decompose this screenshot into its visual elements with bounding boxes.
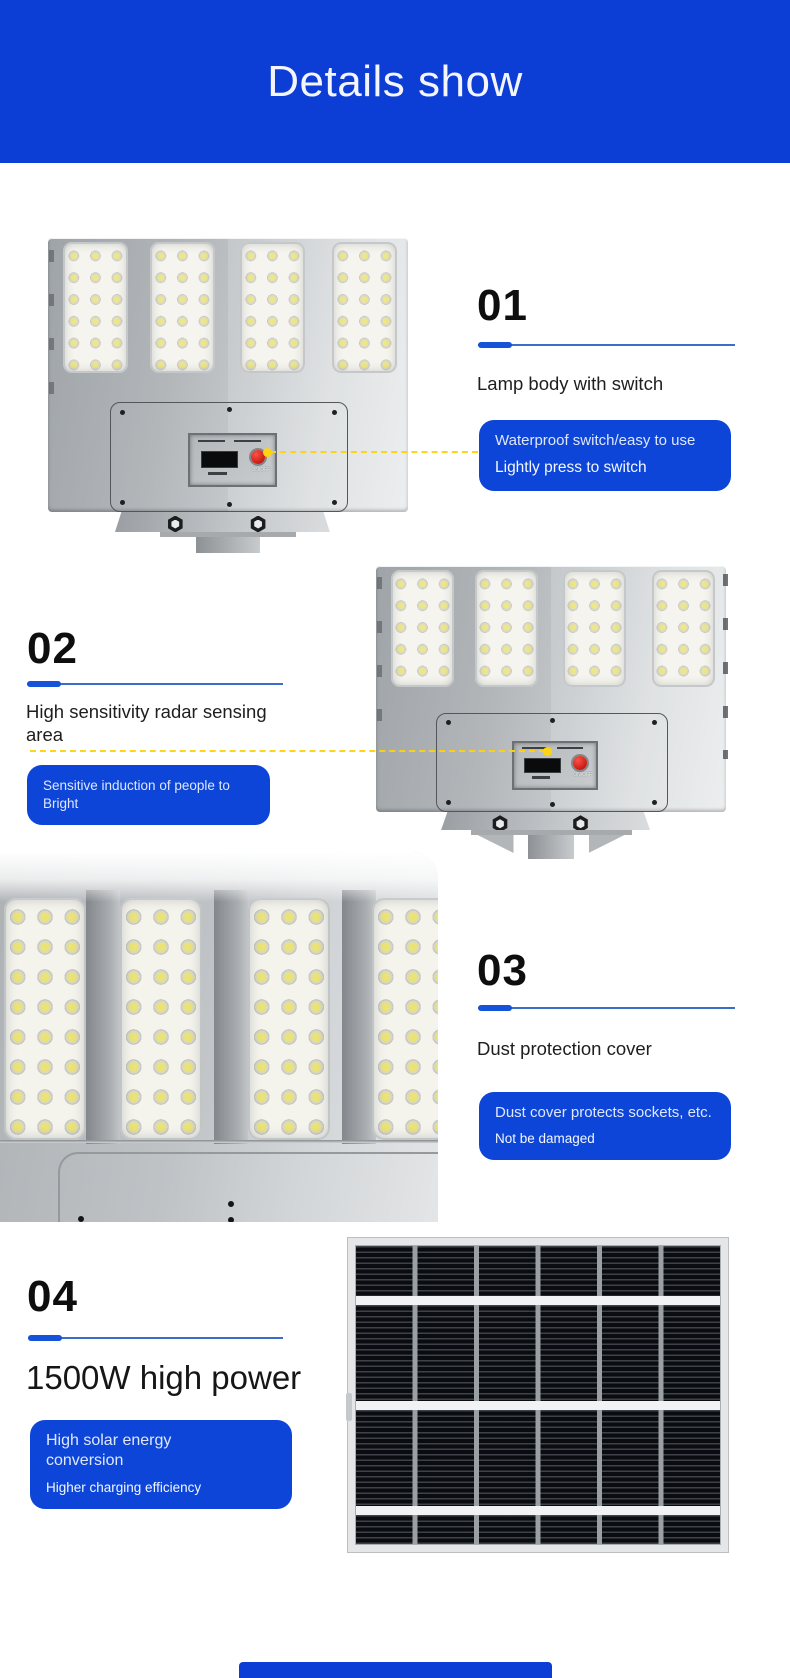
body-shading bbox=[86, 890, 120, 1144]
body-shading bbox=[214, 890, 248, 1144]
connector-line-2 bbox=[30, 750, 545, 752]
screw-icon bbox=[120, 410, 125, 415]
solar-cell-row bbox=[356, 1515, 720, 1544]
solar-cell-row bbox=[356, 1246, 720, 1296]
switch-panel bbox=[188, 433, 277, 487]
screw-icon bbox=[446, 800, 451, 805]
screw-icon bbox=[550, 718, 555, 723]
control-box bbox=[110, 402, 348, 512]
callout-line: Higher charging efficiency bbox=[46, 1480, 202, 1495]
led-panel bbox=[4, 898, 86, 1140]
vent-slots bbox=[377, 577, 382, 730]
connector-line-1 bbox=[270, 451, 478, 453]
section-title: Lamp body with switch bbox=[477, 373, 664, 394]
power-button bbox=[573, 756, 587, 770]
screw-icon bbox=[228, 1201, 234, 1207]
solar-cell-row bbox=[356, 1305, 720, 1401]
dust-cover-frame bbox=[58, 1152, 438, 1222]
panel-label-bar bbox=[532, 776, 550, 779]
panel-label-bar bbox=[234, 440, 261, 442]
solar-cell-row bbox=[356, 1410, 720, 1506]
pole-wing bbox=[589, 835, 625, 853]
solar-cell-grid bbox=[356, 1246, 720, 1544]
pole-wing bbox=[478, 835, 514, 853]
vent-slots bbox=[723, 574, 728, 759]
section-title: 1500W high power bbox=[26, 1359, 302, 1396]
screw-icon bbox=[227, 407, 232, 412]
section-number: 01 bbox=[477, 281, 528, 330]
page-title: Details show bbox=[267, 57, 523, 106]
led-panel bbox=[63, 242, 128, 373]
section-divider bbox=[478, 1005, 735, 1011]
screw-icon bbox=[332, 410, 337, 415]
solar-panel-image bbox=[348, 1238, 728, 1552]
led-closeup-image bbox=[0, 852, 438, 1222]
power-button-label: ON/OFF bbox=[251, 467, 271, 474]
led-panel bbox=[150, 242, 215, 373]
screw-icon bbox=[78, 1216, 84, 1222]
callout-box bbox=[30, 1420, 292, 1509]
next-section-banner-edge bbox=[239, 1662, 552, 1678]
section-divider bbox=[478, 342, 735, 348]
panel-label-bar bbox=[208, 472, 227, 475]
callout-line: High solar energy conversion bbox=[46, 1432, 172, 1469]
callout-box bbox=[479, 420, 731, 491]
panel-label-bar bbox=[198, 440, 225, 442]
callout-box bbox=[27, 765, 270, 825]
lamp-radar-view-image bbox=[376, 566, 726, 830]
led-panel bbox=[332, 242, 397, 373]
control-box bbox=[436, 713, 667, 812]
section-title: High sensitivity radar sensing area bbox=[26, 701, 267, 746]
image-fade bbox=[0, 852, 438, 902]
display-screen bbox=[524, 758, 561, 773]
section-number: 04 bbox=[27, 1272, 78, 1321]
screw-icon bbox=[652, 720, 657, 725]
body-edge-line bbox=[0, 1140, 438, 1143]
callout-line: Sensitive induction of people to Bright bbox=[43, 778, 230, 812]
led-panel bbox=[240, 242, 305, 373]
switch-panel bbox=[512, 741, 599, 789]
section-divider bbox=[27, 681, 283, 687]
screw-icon bbox=[652, 800, 657, 805]
header-banner bbox=[0, 0, 790, 163]
lamp-top-view-image bbox=[48, 238, 408, 532]
callout-box bbox=[479, 1092, 731, 1160]
body-shading bbox=[342, 890, 376, 1144]
screw-icon bbox=[120, 500, 125, 505]
vent-slots bbox=[49, 250, 54, 421]
callout-line: Not be damaged bbox=[495, 1131, 595, 1147]
section-number: 03 bbox=[477, 946, 528, 995]
callout-line: Dust cover protects sockets, etc. bbox=[495, 1104, 712, 1121]
section-number: 02 bbox=[27, 624, 78, 673]
mounting-bracket bbox=[441, 812, 650, 830]
led-panel bbox=[652, 570, 715, 687]
led-panel bbox=[248, 898, 330, 1140]
screw-icon bbox=[228, 1217, 234, 1222]
led-panel bbox=[475, 570, 538, 687]
pole-stub bbox=[196, 537, 261, 553]
screw-icon bbox=[550, 802, 555, 807]
section-title: Dust protection cover bbox=[477, 1038, 652, 1059]
screw-icon bbox=[227, 502, 232, 507]
led-panel bbox=[563, 570, 626, 687]
display-screen bbox=[201, 451, 239, 468]
connector-dot bbox=[543, 747, 552, 756]
callout-line: Lightly press to switch bbox=[495, 459, 647, 477]
frame-clip bbox=[346, 1393, 352, 1421]
screw-icon bbox=[446, 720, 451, 725]
led-panel bbox=[120, 898, 202, 1140]
power-button-label: ON/OFF bbox=[573, 771, 593, 778]
screw-icon bbox=[332, 500, 337, 505]
led-panel bbox=[372, 898, 438, 1140]
panel-label-bar bbox=[557, 747, 583, 749]
callout-line: Waterproof switch/easy to use bbox=[495, 432, 696, 449]
pole-stub bbox=[528, 835, 574, 859]
led-panel bbox=[391, 570, 454, 687]
mounting-bracket bbox=[115, 512, 330, 532]
section-divider bbox=[28, 1335, 283, 1341]
